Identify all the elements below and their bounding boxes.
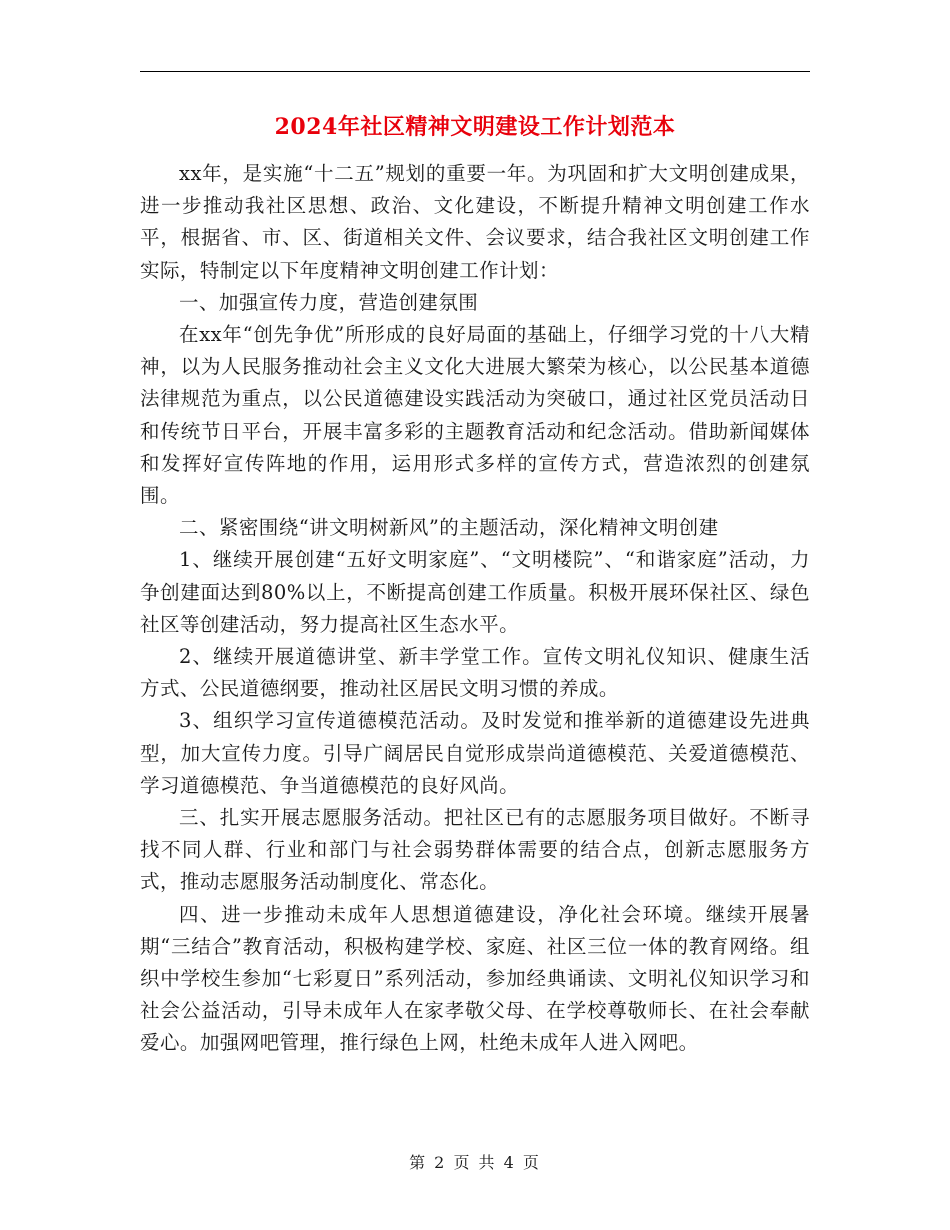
paragraph-section-4: 四、进一步推动未成年人思想道德建设，净化社会环境。继续开展暑期“三结合”教育活动，积极构建学校、家庭、社区三位一体的教育网络。组织中学校生参加“七彩夏日”系列活动，参加经典诵读、文明礼仪知识学习和社会公益活动，引导未成年人在家孝敬父母、在学校尊敬师长、在社会奉献爱心。加强网吧管理，推行绿色上网，杜绝未成年人进入网吧。 [140,902,810,1055]
section-heading-1: 一、加强宣传力度，营造创建氛围 [179,290,479,314]
document-title: 2024年社区精神文明建设工作计划范本 [274,114,676,140]
paragraph-item-2: 2、继续开展道德讲堂、新丰学堂工作。宣传文明礼仪知识、健康生活方式、公民道德纲要，推动社区居民文明习惯的养成。 [140,645,810,701]
section-heading-2: 二、紧密围绕“讲文明树新风”的主题活动，深化精神文明创建 [179,516,719,540]
header-rule [140,71,810,72]
paragraph-item-1: 1、继续开展创建“五好文明家庭”、“文明楼院”、“和谐家庭”活动，力争创建面达到80%以上，不断提高创建工作质量。积极开展环保社区、绿色社区等创建活动，努力提高社区生态水平。 [140,548,810,636]
paragraph-intro: xx年，是实施“十二五”规划的重要一年。为巩固和扩大文明创建成果，进一步推动我社区思想、政治、文化建设，不断提升精神文明创建工作水平，根据省、市、区、街道相关文件、会议要求，结合我社区文明创建工作实际，特制定以下年度精神文明创建工作计划： [140,162,810,282]
page-number-footer: 第 2 页 共 4 页 [409,1153,541,1172]
document-body [140,158,810,1060]
paragraph-section-1: 在xx年“创先争优”所形成的良好局面的基础上，仔细学习党的十八大精神，以为人民服务推动社会主义文化大进展大繁荣为核心，以公民基本道德法律规范为重点，以公民道德建设实践活动为突破口，通过社区党员活动日和传统节日平台，开展丰富多彩的主题教育活动和纪念活动。借助新闻媒体和发挥好宣传阵地的作用，运用形式多样的宣传方式，营造浓烈的创建氛围。 [140,323,810,508]
paragraph-item-3: 3、组织学习宣传道德模范活动。及时发觉和推举新的道德建设先进典型，加大宣传力度。引导广阔居民自觉形成崇尚道德模范、关爱道德模范、学习道德模范、争当道德模范的良好风尚。 [140,709,810,797]
paragraph-section-3: 三、扎实开展志愿服务活动。把社区已有的志愿服务项目做好。不断寻找不同人群、行业和部门与社会弱势群体需要的结合点，创新志愿服务方式，推动志愿服务活动制度化、常态化。 [140,806,810,894]
